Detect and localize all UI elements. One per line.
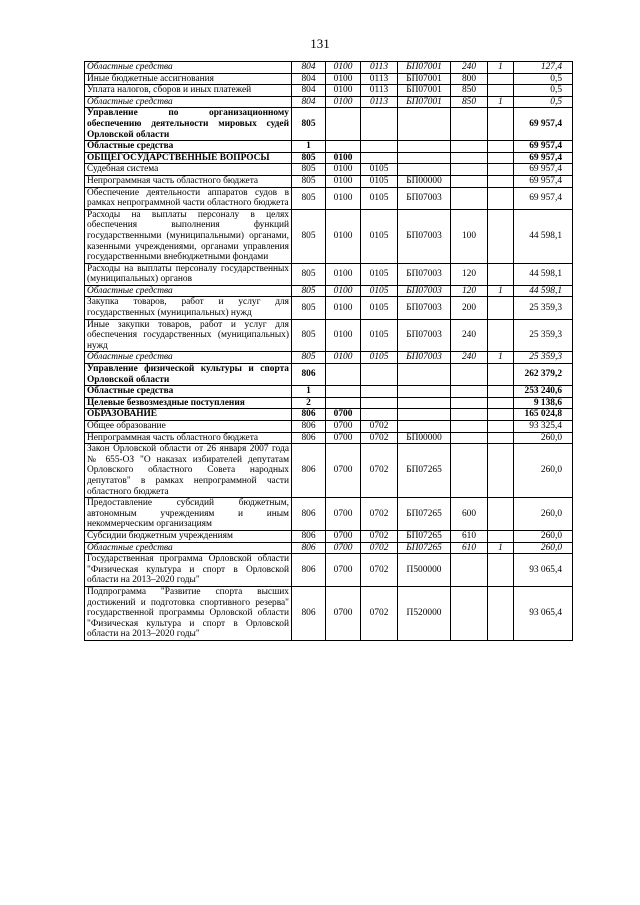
row-section-cell: 0100: [326, 73, 361, 85]
row-name-cell: Областные средства: [85, 141, 292, 153]
row-expense-type-cell: 610: [451, 542, 488, 554]
row-subsection-cell: 0702: [361, 444, 398, 498]
row-subsection-cell: 0105: [361, 175, 398, 187]
row-section-cell: 0700: [326, 444, 361, 498]
row-amount-cell: 260,0: [514, 444, 573, 498]
row-amount-cell: 69 957,4: [514, 108, 573, 141]
row-source-cell: [488, 432, 514, 444]
row-subsection-cell: [361, 152, 398, 164]
row-name-cell: Областные средства: [85, 96, 292, 108]
row-expense-type-cell: 850: [451, 85, 488, 97]
row-expense-type-cell: [451, 141, 488, 153]
row-subsection-cell: 0113: [361, 62, 398, 74]
row-expense-type-cell: 200: [451, 297, 488, 319]
table-row: [85, 209, 573, 263]
row-section-cell: 0100: [326, 152, 361, 164]
row-section-cell: [326, 386, 361, 398]
table-row: [85, 421, 573, 433]
row-target-article-cell: [398, 386, 451, 398]
row-amount-cell: 25 359,3: [514, 297, 573, 319]
row-target-article-cell: П500000: [398, 554, 451, 587]
row-name-cell: Субсидии бюджетным учреждениям: [85, 530, 292, 542]
row-expense-type-cell: 120: [451, 285, 488, 297]
row-ved-cell: 804: [292, 62, 326, 74]
table-row: [85, 409, 573, 421]
row-name-cell: Закон Орловской области от 26 января 2007 года № 655-ОЗ "О наказах избирателей депутатам Орловского областного Совета народных депутатов" в рамках непрограммной части областного бюджета: [85, 444, 292, 498]
row-subsection-cell: 0113: [361, 85, 398, 97]
row-amount-cell: 260,0: [514, 432, 573, 444]
row-amount-cell: 260,0: [514, 542, 573, 554]
row-name-cell: Областные средства: [85, 542, 292, 554]
row-target-article-cell: [398, 421, 451, 433]
row-source-cell: [488, 498, 514, 531]
table-row: [85, 297, 573, 319]
row-source-cell: [488, 175, 514, 187]
row-name-cell: Областные средства: [85, 352, 292, 364]
row-target-article-cell: БП07003: [398, 209, 451, 263]
table-row: [85, 586, 573, 640]
row-target-article-cell: [398, 409, 451, 421]
row-name-cell: Управление по организационному обеспечению деятельности мировых судей Орловской области: [85, 108, 292, 141]
row-amount-cell: 165 024,8: [514, 409, 573, 421]
row-ved-cell: 805: [292, 319, 326, 352]
row-target-article-cell: БП07001: [398, 96, 451, 108]
row-section-cell: [326, 364, 361, 386]
row-expense-type-cell: 120: [451, 263, 488, 285]
row-name-cell: Непрограммная часть областного бюджета: [85, 432, 292, 444]
row-subsection-cell: [361, 364, 398, 386]
row-amount-cell: 44 598,1: [514, 263, 573, 285]
row-subsection-cell: 0105: [361, 285, 398, 297]
table-row: [85, 164, 573, 176]
row-target-article-cell: [398, 141, 451, 153]
row-amount-cell: 69 957,4: [514, 175, 573, 187]
row-subsection-cell: 0702: [361, 498, 398, 531]
row-expense-type-cell: 800: [451, 73, 488, 85]
table-row: [85, 175, 573, 187]
row-section-cell: 0100: [326, 285, 361, 297]
table-row: [85, 85, 573, 97]
row-source-cell: 1: [488, 542, 514, 554]
row-subsection-cell: 0702: [361, 554, 398, 587]
row-subsection-cell: 0105: [361, 297, 398, 319]
row-ved-cell: 805: [292, 187, 326, 209]
row-expense-type-cell: [451, 187, 488, 209]
table-row: [85, 432, 573, 444]
row-source-cell: [488, 586, 514, 640]
row-expense-type-cell: 240: [451, 62, 488, 74]
row-amount-cell: 0,5: [514, 96, 573, 108]
row-amount-cell: 93 325,4: [514, 421, 573, 433]
row-source-cell: [488, 409, 514, 421]
row-expense-type-cell: [451, 364, 488, 386]
row-ved-cell: 805: [292, 164, 326, 176]
row-section-cell: [326, 108, 361, 141]
row-target-article-cell: БП07001: [398, 85, 451, 97]
row-expense-type-cell: [451, 444, 488, 498]
row-section-cell: [326, 397, 361, 409]
row-target-article-cell: [398, 152, 451, 164]
row-section-cell: 0100: [326, 62, 361, 74]
table-row: [85, 386, 573, 398]
row-amount-cell: 9 138,6: [514, 397, 573, 409]
row-source-cell: 1: [488, 62, 514, 74]
row-name-cell: ОБРАЗОВАНИЕ: [85, 409, 292, 421]
row-ved-cell: 806: [292, 364, 326, 386]
row-source-cell: [488, 297, 514, 319]
row-target-article-cell: [398, 364, 451, 386]
row-name-cell: Расходы на выплаты персоналу государственных (муниципальных) органов: [85, 263, 292, 285]
row-target-article-cell: БП07265: [398, 530, 451, 542]
row-amount-cell: 127,4: [514, 62, 573, 74]
row-ved-cell: 805: [292, 108, 326, 141]
row-ved-cell: 806: [292, 586, 326, 640]
row-target-article-cell: БП07265: [398, 542, 451, 554]
table-row: [85, 108, 573, 141]
row-ved-cell: 806: [292, 432, 326, 444]
row-source-cell: [488, 386, 514, 398]
row-amount-cell: 93 065,4: [514, 554, 573, 587]
row-target-article-cell: БП07003: [398, 297, 451, 319]
row-ved-cell: 804: [292, 96, 326, 108]
row-target-article-cell: БП07003: [398, 352, 451, 364]
row-target-article-cell: БП07003: [398, 263, 451, 285]
row-amount-cell: 69 957,4: [514, 141, 573, 153]
row-subsection-cell: 0113: [361, 96, 398, 108]
row-amount-cell: 69 957,4: [514, 152, 573, 164]
row-ved-cell: 806: [292, 444, 326, 498]
row-section-cell: 0700: [326, 409, 361, 421]
row-section-cell: 0100: [326, 85, 361, 97]
row-target-article-cell: БП00000: [398, 175, 451, 187]
row-expense-type-cell: [451, 108, 488, 141]
table-row: [85, 96, 573, 108]
row-subsection-cell: 0702: [361, 542, 398, 554]
row-ved-cell: 805: [292, 209, 326, 263]
table-row: [85, 141, 573, 153]
row-source-cell: [488, 364, 514, 386]
row-source-cell: [488, 554, 514, 587]
row-name-cell: Управление физической культуры и спорта Орловской области: [85, 364, 292, 386]
row-subsection-cell: 0105: [361, 352, 398, 364]
row-name-cell: Подпрограмма "Развитие спорта высших достижений и подготовка спортивного резерва" государственной программы Орловской области "Физическая культура и спорт в Орловской области на 2013–2020 годы": [85, 586, 292, 640]
row-ved-cell: 1: [292, 386, 326, 398]
row-ved-cell: 806: [292, 530, 326, 542]
row-target-article-cell: [398, 397, 451, 409]
row-section-cell: 0100: [326, 164, 361, 176]
table-row: [85, 263, 573, 285]
row-target-article-cell: БП07265: [398, 444, 451, 498]
row-subsection-cell: 0105: [361, 319, 398, 352]
row-subsection-cell: 0105: [361, 209, 398, 263]
row-target-article-cell: БП07265: [398, 498, 451, 531]
table-row: [85, 498, 573, 531]
row-subsection-cell: [361, 108, 398, 141]
row-expense-type-cell: [451, 409, 488, 421]
row-ved-cell: 1: [292, 141, 326, 153]
row-ved-cell: 804: [292, 85, 326, 97]
row-expense-type-cell: [451, 432, 488, 444]
row-name-cell: Общее образование: [85, 421, 292, 433]
row-target-article-cell: П520000: [398, 586, 451, 640]
table-row: [85, 397, 573, 409]
row-name-cell: Областные средства: [85, 285, 292, 297]
row-subsection-cell: 0105: [361, 187, 398, 209]
table-row: [85, 319, 573, 352]
row-expense-type-cell: [451, 152, 488, 164]
row-expense-type-cell: [451, 586, 488, 640]
row-ved-cell: 806: [292, 554, 326, 587]
row-expense-type-cell: [451, 175, 488, 187]
row-subsection-cell: 0702: [361, 530, 398, 542]
row-name-cell: Целевые безвозмездные поступления: [85, 397, 292, 409]
row-amount-cell: 260,0: [514, 498, 573, 531]
table-row: [85, 187, 573, 209]
row-amount-cell: 69 957,4: [514, 187, 573, 209]
table-row: [85, 285, 573, 297]
row-section-cell: 0100: [326, 263, 361, 285]
row-section-cell: 0100: [326, 175, 361, 187]
row-subsection-cell: 0702: [361, 421, 398, 433]
row-section-cell: 0700: [326, 586, 361, 640]
row-expense-type-cell: [451, 554, 488, 587]
row-section-cell: 0700: [326, 432, 361, 444]
row-amount-cell: 260,0: [514, 530, 573, 542]
row-name-cell: Закупка товаров, работ и услуг для государственных (муниципальных) нужд: [85, 297, 292, 319]
row-section-cell: 0700: [326, 554, 361, 587]
row-source-cell: [488, 530, 514, 542]
row-name-cell: Областные средства: [85, 386, 292, 398]
row-name-cell: Государственная программа Орловской области "Физическая культура и спорт в Орловской области на 2013–2020 годы": [85, 554, 292, 587]
row-expense-type-cell: [451, 386, 488, 398]
row-amount-cell: 253 240,6: [514, 386, 573, 398]
budget-table: [84, 61, 573, 641]
row-target-article-cell: БП00000: [398, 432, 451, 444]
row-section-cell: 0700: [326, 498, 361, 531]
row-ved-cell: 806: [292, 409, 326, 421]
row-target-article-cell: БП07001: [398, 73, 451, 85]
row-ved-cell: 806: [292, 498, 326, 531]
row-source-cell: [488, 141, 514, 153]
row-ved-cell: 2: [292, 397, 326, 409]
row-subsection-cell: [361, 409, 398, 421]
row-source-cell: [488, 209, 514, 263]
row-ved-cell: 805: [292, 297, 326, 319]
row-ved-cell: 806: [292, 542, 326, 554]
row-name-cell: Иные закупки товаров, работ и услуг для обеспечения государственных (муниципальных) нужд: [85, 319, 292, 352]
row-target-article-cell: БП07003: [398, 319, 451, 352]
row-source-cell: [488, 421, 514, 433]
row-expense-type-cell: [451, 164, 488, 176]
row-source-cell: 1: [488, 285, 514, 297]
row-subsection-cell: 0113: [361, 73, 398, 85]
row-expense-type-cell: 100: [451, 209, 488, 263]
table-row: [85, 444, 573, 498]
row-section-cell: 0700: [326, 421, 361, 433]
row-name-cell: Предоставление субсидий бюджетным, автономным учреждениям и иным некоммерческим организациям: [85, 498, 292, 531]
table-row: [85, 542, 573, 554]
row-section-cell: 0100: [326, 209, 361, 263]
row-amount-cell: 69 957,4: [514, 164, 573, 176]
row-name-cell: Непрограммная часть областного бюджета: [85, 175, 292, 187]
row-source-cell: [488, 164, 514, 176]
row-subsection-cell: [361, 141, 398, 153]
row-section-cell: 0700: [326, 530, 361, 542]
row-ved-cell: 805: [292, 352, 326, 364]
row-expense-type-cell: 240: [451, 319, 488, 352]
page-number: 131: [310, 36, 330, 51]
row-subsection-cell: 0105: [361, 263, 398, 285]
row-ved-cell: 804: [292, 73, 326, 85]
table-row: [85, 152, 573, 164]
table-row: [85, 530, 573, 542]
row-source-cell: [488, 152, 514, 164]
row-expense-type-cell: 600: [451, 498, 488, 531]
budget-table-body: [85, 62, 573, 641]
row-name-cell: Областные средства: [85, 62, 292, 74]
row-name-cell: ОБЩЕГОСУДАРСТВЕННЫЕ ВОПРОСЫ: [85, 152, 292, 164]
table-row: [85, 62, 573, 74]
table-row: [85, 364, 573, 386]
table-row: [85, 73, 573, 85]
row-source-cell: [488, 85, 514, 97]
row-source-cell: 1: [488, 96, 514, 108]
row-source-cell: [488, 397, 514, 409]
row-section-cell: 0700: [326, 542, 361, 554]
row-subsection-cell: [361, 397, 398, 409]
row-target-article-cell: БП07003: [398, 285, 451, 297]
row-name-cell: Иные бюджетные ассигнования: [85, 73, 292, 85]
row-source-cell: 1: [488, 352, 514, 364]
row-name-cell: Расходы на выплаты персоналу в целях обеспечения выполнения функций государственными (муниципальными) органами, казенными учреждениями, органами управления государственными внебюджетными фондами: [85, 209, 292, 263]
row-section-cell: 0100: [326, 352, 361, 364]
row-amount-cell: 25 359,3: [514, 352, 573, 364]
row-amount-cell: 44 598,1: [514, 209, 573, 263]
row-name-cell: Уплата налогов, сборов и иных платежей: [85, 85, 292, 97]
row-subsection-cell: [361, 386, 398, 398]
row-source-cell: [488, 73, 514, 85]
row-name-cell: Судебная система: [85, 164, 292, 176]
row-amount-cell: 262 379,2: [514, 364, 573, 386]
row-amount-cell: 93 065,4: [514, 586, 573, 640]
row-expense-type-cell: [451, 397, 488, 409]
row-subsection-cell: 0105: [361, 164, 398, 176]
row-subsection-cell: 0702: [361, 432, 398, 444]
row-source-cell: [488, 319, 514, 352]
row-target-article-cell: БП07003: [398, 187, 451, 209]
row-section-cell: [326, 141, 361, 153]
row-target-article-cell: [398, 108, 451, 141]
table-row: [85, 352, 573, 364]
row-ved-cell: 806: [292, 421, 326, 433]
row-ved-cell: 805: [292, 285, 326, 297]
row-section-cell: 0100: [326, 187, 361, 209]
row-ved-cell: 805: [292, 263, 326, 285]
row-source-cell: [488, 444, 514, 498]
row-ved-cell: 805: [292, 152, 326, 164]
row-source-cell: [488, 108, 514, 141]
row-expense-type-cell: 610: [451, 530, 488, 542]
row-amount-cell: 0,5: [514, 85, 573, 97]
table-row: [85, 554, 573, 587]
row-subsection-cell: 0702: [361, 586, 398, 640]
row-expense-type-cell: [451, 421, 488, 433]
row-target-article-cell: БП07001: [398, 62, 451, 74]
row-source-cell: [488, 263, 514, 285]
row-ved-cell: 805: [292, 175, 326, 187]
row-amount-cell: 25 359,3: [514, 319, 573, 352]
row-amount-cell: 0,5: [514, 73, 573, 85]
row-amount-cell: 44 598,1: [514, 285, 573, 297]
row-target-article-cell: [398, 164, 451, 176]
row-expense-type-cell: 850: [451, 96, 488, 108]
row-source-cell: [488, 187, 514, 209]
row-section-cell: 0100: [326, 297, 361, 319]
row-name-cell: Обеспечение деятельности аппаратов судов в рамках непрограммной части областного бюджета: [85, 187, 292, 209]
row-section-cell: 0100: [326, 96, 361, 108]
row-section-cell: 0100: [326, 319, 361, 352]
row-expense-type-cell: 240: [451, 352, 488, 364]
